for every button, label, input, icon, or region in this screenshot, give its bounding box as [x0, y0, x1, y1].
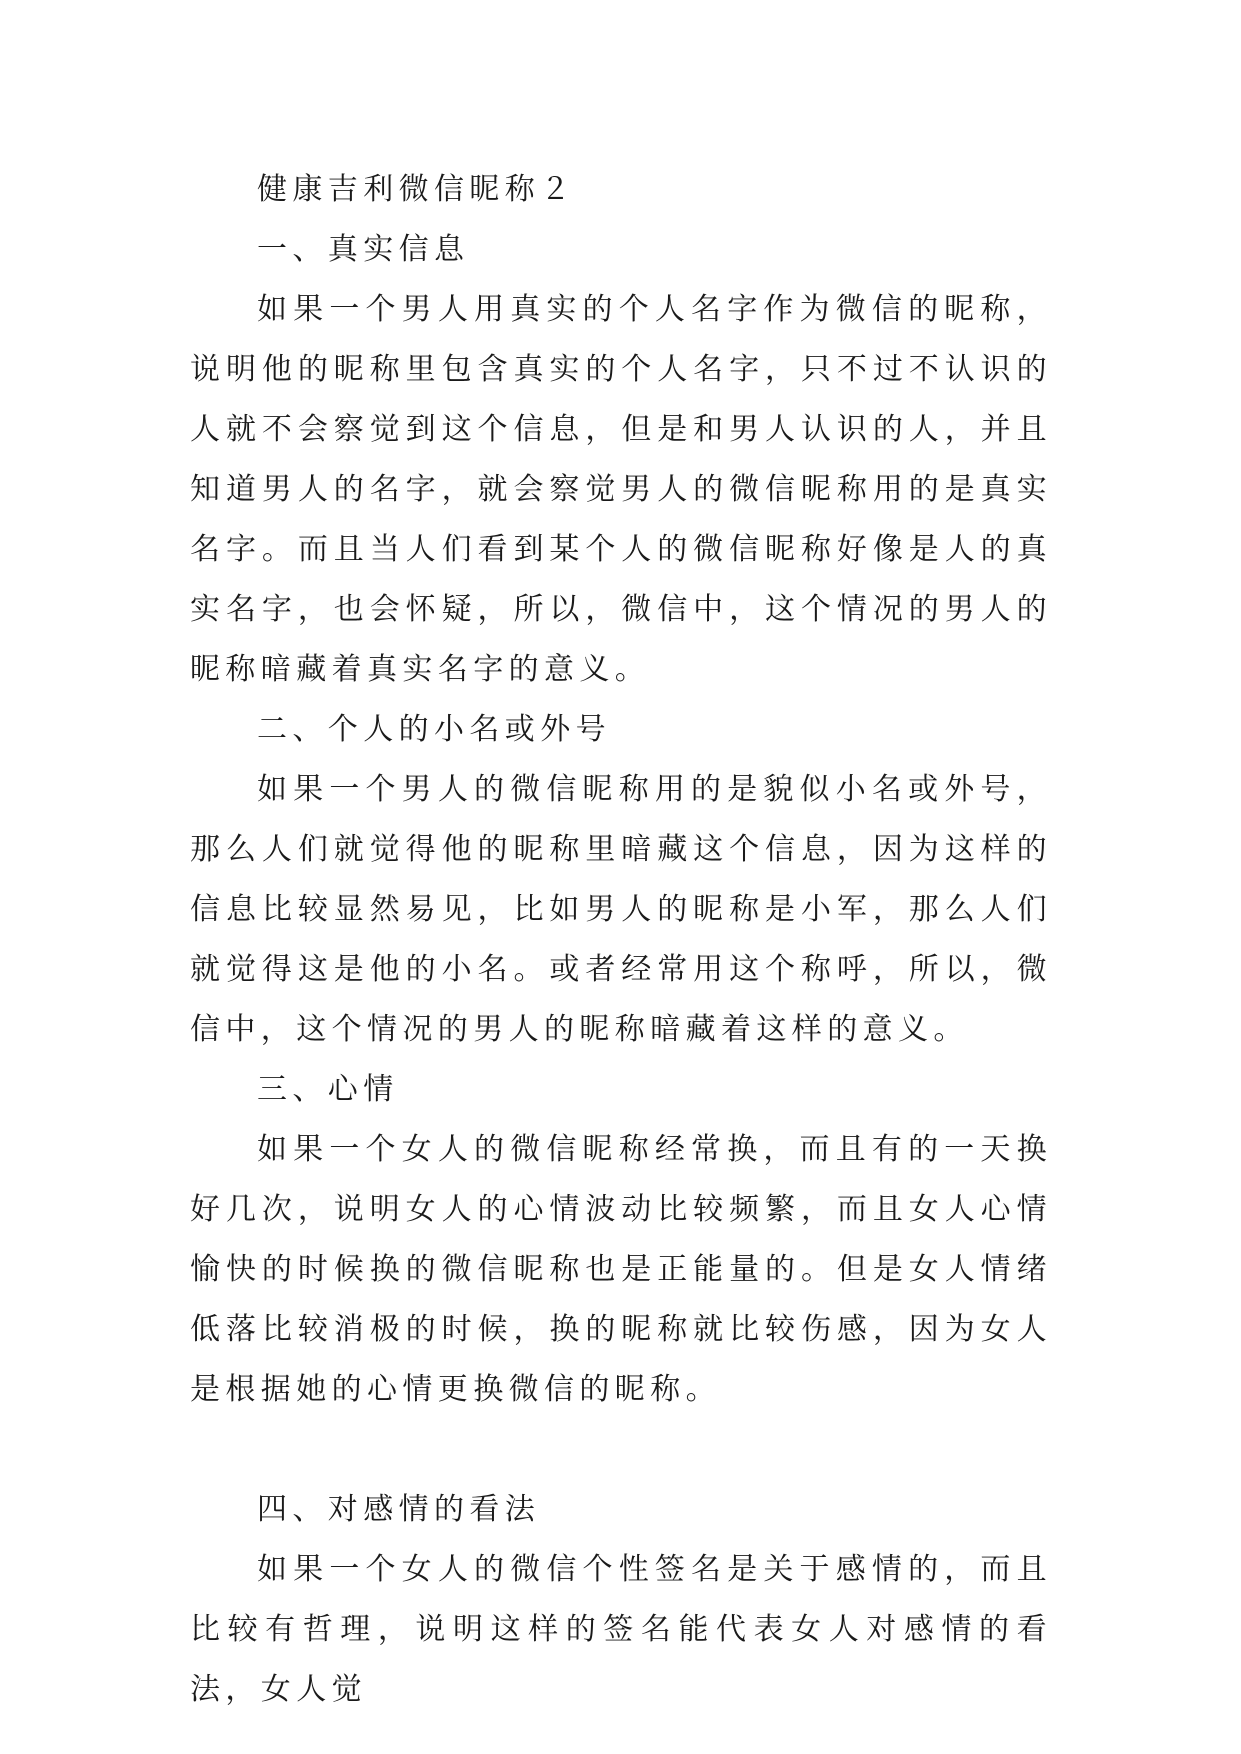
- section-heading-3: 三、心情: [257, 1072, 399, 1107]
- blank-line: [190, 1420, 1052, 1480]
- section-paragraph-2: 如果一个男人的微信昵称用的是貌似小名或外号，那么人们就觉得他的昵称里暗藏这个信息，因为这样的信息比较显然易见，比如男人的昵称是小军，那么人们就觉得这是他的小名。或者经常用这个称呼，所以，微信中，这个情况的男人的昵称暗藏着这样的意义。: [190, 772, 1052, 1047]
- section-heading-4: 四、对感情的看法: [257, 1492, 541, 1527]
- document-title: 健康吉利微信昵称２: [257, 172, 576, 207]
- section-paragraph-1: 如果一个男人用真实的个人名字作为微信的昵称，说明他的昵称里包含真实的个人名字，只不过不认识的人就不会察觉到这个信息，但是和男人认识的人，并且知道男人的名字，就会察觉男人的微信昵称用的是真实名字。而且当人们看到某个人的微信昵称好像是人的真实名字，也会怀疑，所以，微信中，这个情况的男人的昵称暗藏着真实名字的意义。: [190, 292, 1052, 687]
- document-body: [190, 160, 1052, 1720]
- section-paragraph-4: 如果一个女人的微信个性签名是关于感情的，而且比较有哲理，说明这样的签名能代表女人对感情的看法，女人觉: [190, 1552, 1052, 1707]
- section-heading-2: 二、个人的小名或外号: [257, 712, 611, 747]
- section-heading-1: 一、真实信息: [257, 232, 470, 267]
- section-paragraph-3: 如果一个女人的微信昵称经常换，而且有的一天换好几次，说明女人的心情波动比较频繁，而且女人心情愉快的时候换的微信昵称也是正能量的。但是女人情绪低落比较消极的时候，换的昵称就比较伤感，因为女人是根据她的心情更换微信的昵称。: [190, 1132, 1052, 1407]
